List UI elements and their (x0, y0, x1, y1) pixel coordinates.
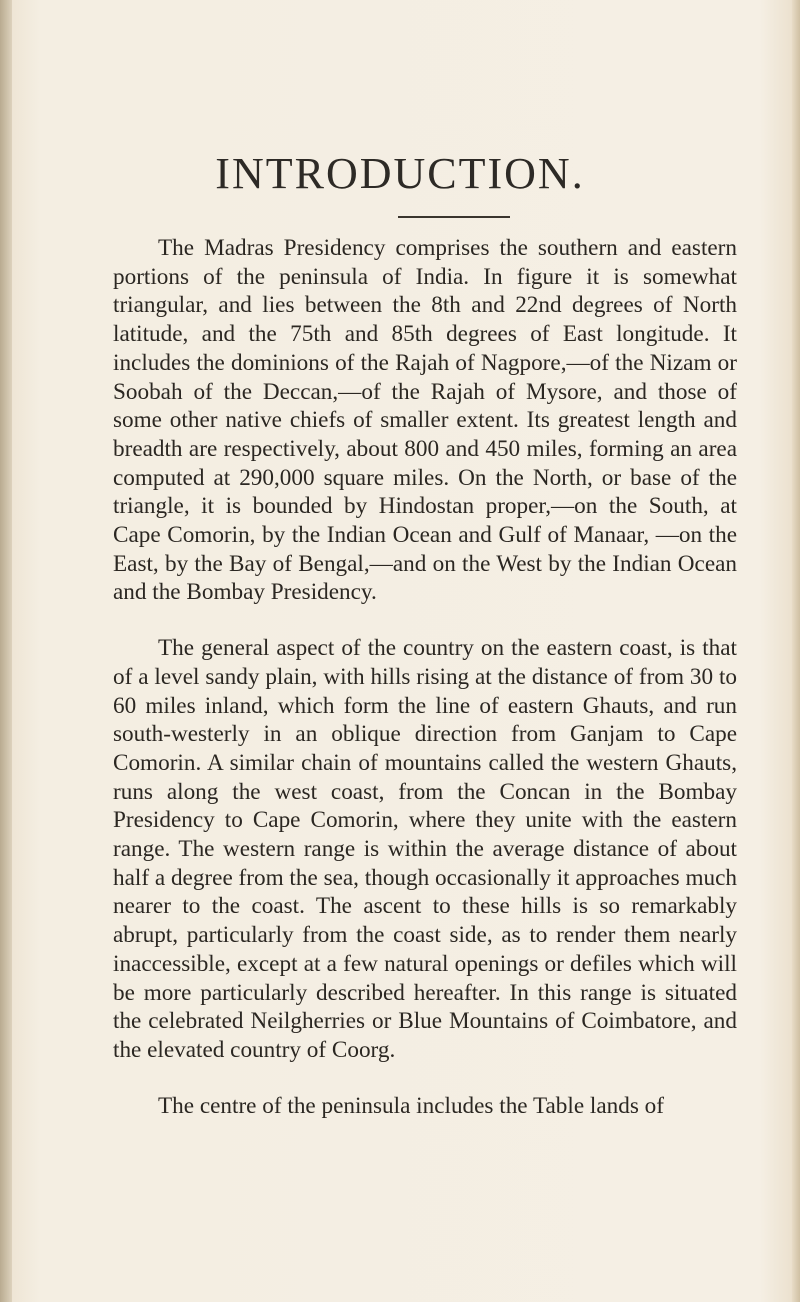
paragraph-2: The general aspect of the country on the eastern coast, is that of a level sandy plain, with hills rising at the distance of from 30 to 60 miles inland, which form the line of eastern Ghauts, and run south-westerly in an oblique direction from Ganjam to Cape Comorin. A similar chain of mountains called the western Ghauts, runs along the west coast, from the Concan in the Bombay Presidency to Cape Comorin, where they unite with the eastern range. The western range is within the average distance of about half a degree from the sea, though occasionally it approaches much nearer to the coast. The ascent to these hills is so remarkably abrupt, particularly from the coast side, as to render them nearly inaccessible, except at a few natural openings or defiles which will be more particularly described hereafter. In this range is situated the celebrated Neilgherries or Blue Mountains of Coimbatore, and the elevated country of Coorg. (113, 635, 737, 1063)
body-text (113, 234, 737, 1120)
page-title: INTRODUCTION. (215, 149, 585, 198)
paragraph-1: The Madras Presidency comprises the southern and eastern portions of the peninsula of India. In figure it is somewhat triangular, and lies between the 8th and 22nd degrees of North latitude, and the 75th and 85th degrees of East longitude. It includes the dominions of the Rajah of Nagpore,—of the Nizam or Soobah of the Deccan,—of the Rajah of Mysore, and those of some other native chiefs of smaller extent. Its greatest length and breadth are respectively, about 800 and 450 miles, forming an area computed at 290,000 square miles. On the North, or base of the triangle, it is bounded by Hindostan proper,—on the South, at Cape Comorin, by the Indian Ocean and Gulf of Manaar, —on the East, by the Bay of Bengal,—and on the West by the Indian Ocean and the Bombay Presidency. (113, 235, 737, 606)
paragraph-3: The centre of the peninsula includes the Table lands of (158, 1092, 664, 1119)
title-rule (398, 216, 510, 218)
